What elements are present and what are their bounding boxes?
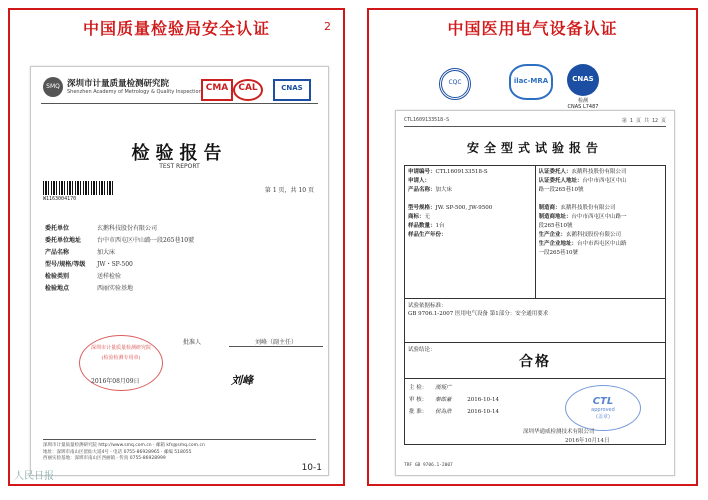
report-subtitle: TEST REPORT — [159, 163, 200, 170]
page-number: 10-1 — [301, 463, 322, 473]
field-value: 玄鹅科技股份有限公司 — [97, 224, 158, 232]
cnas-sub: 检测 CNAS L7487 — [567, 98, 599, 110]
field-label: 委托单位地址 — [45, 236, 82, 244]
testing-organization: 深圳华通威检测技术有限公司 — [523, 429, 595, 435]
approver-label: 批准人 — [183, 339, 202, 346]
field-row — [45, 233, 315, 245]
footer-line: 地址：深圳市南山区留仙大道4号 · 电话 0755-86928965 · 邮编 518055 — [43, 449, 192, 455]
barcode — [43, 181, 115, 195]
report-id-line — [404, 117, 666, 127]
test-basis — [404, 299, 666, 343]
basis-label: 试验依据标准： — [408, 303, 447, 309]
test-conclusion — [404, 343, 666, 379]
field-row — [45, 257, 315, 269]
handwritten-signature: 刘峰 — [231, 374, 253, 387]
issue-date: 2016年08月09日 — [91, 378, 140, 385]
report-info-table — [404, 165, 666, 299]
report-fields — [45, 221, 315, 293]
report-footer — [43, 439, 316, 463]
cnas-mark: CNAS — [273, 79, 311, 101]
field-label: 检验地点 — [45, 284, 70, 292]
field-label: 委托单位 — [45, 224, 70, 232]
barcode-number: W1163004170 — [43, 196, 77, 202]
report-header — [41, 75, 318, 104]
cqc-logo: CQC — [439, 68, 471, 100]
institute-logo: SMQ — [43, 77, 63, 97]
left-caption: 中国质量检验局安全认证 — [82, 19, 270, 38]
field-row — [45, 245, 315, 257]
report-id: CTL1609133518-S — [404, 117, 450, 123]
conclusion-label: 试验结论： — [408, 347, 436, 353]
field-label: 产品名称 — [45, 248, 70, 256]
signature-block — [404, 379, 666, 445]
right-panel — [367, 8, 698, 486]
basis-standard: GB 9706.1-2007 医用电气设备 第1部分：安全通用要求 — [408, 311, 549, 317]
safety-report-title: 安全型式试验报告 — [466, 141, 603, 155]
cal-mark: CAL — [233, 79, 263, 101]
institute-name: 深圳市计量质量检测研究院 — [67, 79, 170, 89]
watermark: 人民日报 — [14, 471, 54, 482]
page-info: 第 1 页，共 10 页 — [264, 187, 314, 194]
sign-row: 审 核： 秦郎豪 2016-10-14 — [409, 397, 499, 403]
left-caption-number: 2 — [324, 20, 331, 33]
cnas-logo: CNAS — [567, 64, 599, 96]
field-row — [45, 281, 315, 293]
field-value: 加大床 — [97, 248, 116, 256]
applicant-info: 申请编号：CTL1609133518-S 申请人： 产品名称：加大床 型号规格：JW. SP-500, JW-9500 商标：无 样品数量：1台 样品生产年份： — [405, 166, 536, 299]
test-result: 合格 — [519, 354, 551, 370]
left-panel — [8, 8, 345, 486]
test-report-document — [30, 66, 329, 476]
certification-logos — [369, 64, 696, 110]
field-value: 台中市西屯区中山路一段265巷10號 — [97, 236, 195, 244]
institute-name-en: Shenzhen Academy of Metrology & Quality Inspection — [67, 89, 202, 95]
report-form-code: TRF GB 9706.1-2007 — [404, 463, 453, 468]
field-row — [45, 221, 315, 233]
sign-row: 主 检： 漢叛广 — [409, 385, 452, 391]
field-row — [45, 269, 315, 281]
cma-mark: CMA — [201, 79, 233, 101]
report-page: 第 1 页 共 12 页 — [621, 118, 666, 124]
stamp-inner-text: (检验检测专用章) — [101, 355, 141, 361]
approver-name: 刘峰（副主任） — [229, 337, 323, 347]
field-value: 西丽实验基地 — [97, 284, 134, 292]
stamp-text: 深圳市计量质量检测研究院 — [90, 345, 151, 351]
manufacturer-info: 认证委托人：玄鹅科技股份有限公司 认证委托人地址：台中市西屯区中山 路一段265巷10號 制造商：玄鹅科技股份有限公司 制造商地址：台中市西屯区中山路一 段265巷10號 生产企业：玄鹅科技股份有限公司 生产企业地址：台中市西屯区中山路 一段265巷10號 — [535, 166, 666, 299]
field-label: 型号/规格/等级 — [45, 260, 86, 268]
report-title: 检验报告 — [131, 143, 228, 164]
ctl-approved-stamp: CTL approved (盖章) — [565, 385, 641, 431]
field-value: 送样检验 — [97, 272, 122, 280]
right-caption: 中国医用电气设备认证 — [447, 19, 618, 38]
footer-line: 深圳市计量质量检测研究院 http://www.smq.com.cn · 邮箱 kfs@smq.com.cn — [43, 443, 205, 448]
sign-row: 批 准： 侯為浩 2016-10-14 — [409, 409, 499, 415]
report-issue-date: 2016年10月14日 — [565, 438, 610, 444]
safety-test-report-document — [395, 110, 675, 476]
field-value: JW・SP-500 — [97, 260, 133, 268]
field-label: 检验类别 — [45, 272, 70, 280]
approval-block — [183, 337, 323, 361]
ilac-mra-logo: ilac-MRA — [509, 64, 553, 100]
footer-line: 西丽实验基地：深圳市南山区西丽镇 · 传真 0755-86928999 — [43, 456, 166, 461]
